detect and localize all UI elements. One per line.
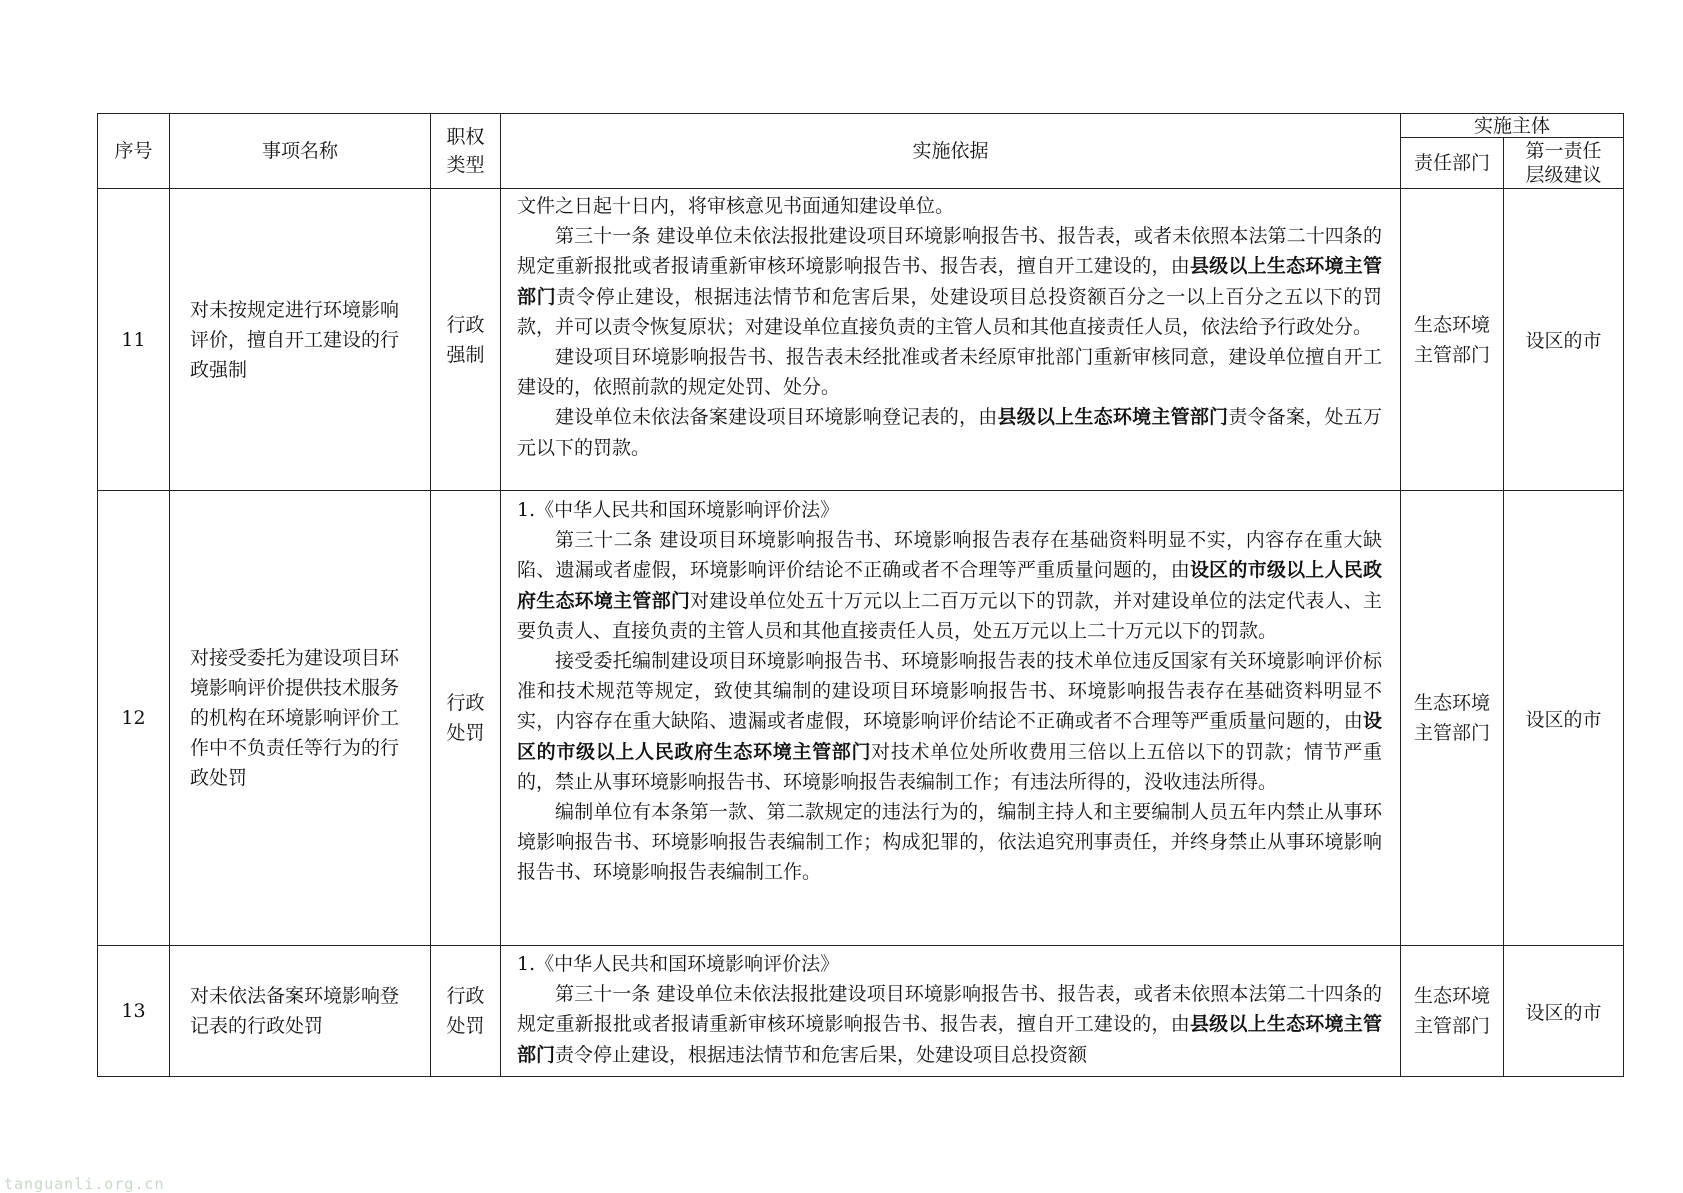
row-type-line1: 行政 — [446, 313, 485, 336]
basis-paragraph: 建设项目环境影响报告书、报告表未经批准或者未经原审批部门重新审核同意，建设单位擅自开工建设的，依照前款的规定处罚、处分。 — [517, 346, 1382, 399]
header-dept: 责任部门 — [1401, 138, 1504, 189]
row-dept-line1: 生态环境 — [1413, 985, 1490, 1007]
row-dept-line2: 主管部门 — [1413, 343, 1490, 366]
basis-text: 对技术单位处所收费用三倍以上五倍以下的罚款；情节严重的，禁止从事环境影响报告书、环境影响报告表编制工作；有违法所得的，没收违法所得。 — [517, 740, 1382, 793]
basis-text: 责令停止建设，根据违法情节和危害后果，处建设项目总投资额 — [555, 1043, 1088, 1066]
basis-paragraph: 1.《中华人民共和国环境影响评价法》 — [517, 953, 840, 975]
row-type-line1: 行政 — [446, 985, 485, 1007]
basis-text: 第三十二条 建设项目环境影响报告书、环境影响报告表存在基础资料明显不实，内容存在重大缺陷、遗漏或者虚假，环境影响评价结论不正确或者不合理等严重质量问题的，由 — [517, 529, 1382, 582]
basis-bold-text: 县级以上生态环境主管部门 — [517, 1013, 1382, 1066]
row-seq: 11 — [98, 189, 170, 491]
basis-paragraph — [517, 525, 1382, 646]
row-name: 对未依法备案环境影响登记表的行政处罚 — [170, 946, 431, 1077]
basis-paragraph — [517, 979, 1382, 1070]
basis-paragraph — [517, 402, 1382, 462]
basis-text: 对建设单位处五十万元以上二百万元以下的罚款，并对建设单位的法定代表人、主要负责人、直接负责的主管人员和其他直接责任人员，处五万元以上二十万元以下的罚款。 — [517, 589, 1382, 642]
basis-bold-text: 设区的市级以上人民政府生态环境主管部门 — [517, 559, 1382, 612]
row-dept-line1: 生态环境 — [1413, 692, 1490, 714]
row-dept — [1401, 189, 1504, 491]
basis-text: 责令停止建设，根据违法情节和危害后果，处建设项目总投资额百分之一以上百分之五以下的罚款，并可以责令恢复原状；对建设单位直接负责的主管人员和其他直接责任人员，依法给予行政处分。 — [517, 285, 1382, 338]
watermark: tanguanli.org.cn — [4, 1175, 165, 1193]
basis-text: 责令备案，处五万元以下的罚款。 — [517, 406, 1382, 459]
row-basis — [501, 491, 1401, 946]
table-row — [98, 491, 1624, 946]
row-basis — [501, 946, 1401, 1077]
row-type-line2: 处罚 — [446, 1015, 485, 1037]
basis-paragraph: 1.《中华人民共和国环境影响评价法》 — [517, 499, 840, 521]
row-dept — [1401, 946, 1504, 1077]
basis-text: 接受委托编制建设项目环境影响报告书、环境影响报告表的技术单位违反国家有关环境影响评价标准和技术规范等规定，致使其编制的建设项目环境影响报告书、环境影响报告表存在基础资料明显不实，内容存在重大缺陷、遗漏或者虚假，环境影响评价结论不正确或者不合理等严重质量问题的，由 — [517, 650, 1382, 733]
table-row — [98, 946, 1624, 1077]
header-type-line2: 类型 — [446, 154, 485, 176]
row-type — [431, 189, 501, 491]
row-dept-line2: 主管部门 — [1413, 722, 1490, 744]
table-row — [98, 189, 1624, 491]
header-row-1 — [98, 114, 1624, 138]
row-level: 设区的市 — [1504, 946, 1624, 1077]
header-level — [1504, 138, 1624, 189]
row-seq: 13 — [98, 946, 170, 1077]
row-dept-line2: 主管部门 — [1413, 1015, 1490, 1037]
header-level-line2: 层级建议 — [1525, 164, 1602, 186]
items-table — [97, 113, 1624, 1077]
header-subject: 实施主体 — [1401, 114, 1624, 138]
row-type-line2: 强制 — [446, 343, 485, 366]
row-name: 对接受委托为建设项目环境影响评价提供技术服务的机构在环境影响评价工作中不负责任等行为的行政处罚 — [170, 491, 431, 946]
row-level: 设区的市 — [1504, 189, 1624, 491]
row-name: 对未按规定进行环境影响评价，擅自开工建设的行政强制 — [170, 189, 431, 491]
row-type-line2: 处罚 — [446, 722, 485, 744]
header-type — [431, 114, 501, 189]
basis-text: 第三十一条 建设单位未依法报批建设项目环境影响报告书、报告表，或者未依照本法第二十四条的规定重新报批或者报请重新审核环境影响报告书、报告表，擅自开工建设的，由 — [517, 225, 1382, 278]
row-level: 设区的市 — [1504, 491, 1624, 946]
header-name: 事项名称 — [170, 114, 431, 189]
row-type — [431, 491, 501, 946]
basis-bold-text: 县级以上生态环境主管部门 — [517, 255, 1382, 308]
row-dept — [1401, 491, 1504, 946]
header-seq: 序号 — [98, 114, 170, 189]
row-basis — [501, 189, 1401, 491]
row-type — [431, 946, 501, 1077]
row-seq: 12 — [98, 491, 170, 946]
basis-clip — [517, 949, 1382, 1074]
basis-text: 第三十一条 建设单位未依法报批建设项目环境影响报告书、报告表，或者未依照本法第二十四条的规定重新报批或者报请重新审核环境影响报告书、报告表，擅自开工建设的，由 — [517, 983, 1382, 1036]
header-level-line1: 第一责任 — [1525, 140, 1602, 162]
basis-bold-text: 设区的市级以上人民政府生态环境主管部门 — [517, 710, 1382, 763]
basis-paragraph — [517, 221, 1382, 342]
header-type-line1: 职权 — [446, 126, 485, 148]
row-dept-line1: 生态环境 — [1413, 313, 1490, 336]
basis-paragraph: 编制单位有本条第一款、第二款规定的违法行为的，编制主持人和主要编制人员五年内禁止从事环境影响报告书、环境影响报告表编制工作；构成犯罪的，依法追究刑事责任，并终身禁止从事环境影响报告书、环境影响报告表编制工作。 — [517, 801, 1382, 884]
row-type-line1: 行政 — [446, 692, 485, 714]
basis-paragraph: 文件之日起十日内，将审核意见书面通知建设单位。 — [517, 195, 955, 217]
basis-text: 建设单位未依法备案建设项目环境影响登记表的，由 — [555, 406, 998, 429]
basis-paragraph — [517, 646, 1382, 797]
header-basis: 实施依据 — [501, 114, 1401, 189]
basis-bold-text: 县级以上生态环境主管部门 — [997, 406, 1229, 429]
